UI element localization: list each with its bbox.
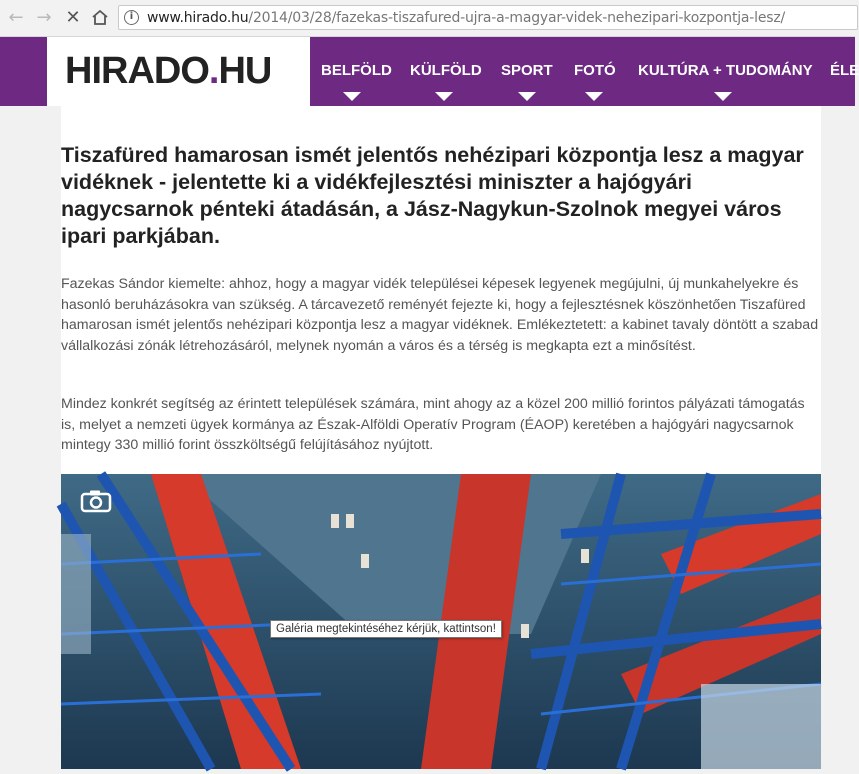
chevron-down-icon [343,92,361,101]
site-info-icon[interactable]: i [124,10,139,25]
site-logo[interactable]: HIRADO.HU [47,37,310,106]
chevron-down-icon [585,92,603,101]
address-bar[interactable] [118,5,858,30]
article [61,106,821,769]
camera-icon [81,490,111,512]
article-headline: Tiszafüred hamarosan ismét jelentős nehézipari központja lesz a magyar vidéknek - jelentette ki a vidékfejlesztési miniszter a hajógyári nagycsarnok pénteki átadásán, a Jász-Nagykun-Szolnok megyei város ipari parkjában. [61,143,804,248]
stop-loading-icon[interactable]: ✕ [65,6,81,28]
gallery-tooltip: Galéria megtekintéséhez kérjük, kattintson! [270,620,502,638]
article-paragraph: Mindez konkrét segítség az érintett települések számára, mint ahogy az a közel 200 millió forintos pályázati támogatás is, melyet a nemzeti ügyek kormánya az Észak-Alföldi Operatív Program (ÉAOP) keretében a hajógyári nagycsarnok mintegy 330 millió forint összköltségű felújításához nyújtott. [61,396,805,453]
chevron-down-icon [518,92,536,101]
browser-toolbar [0,0,855,37]
chevron-down-icon [435,92,453,101]
forward-icon[interactable]: → [36,6,52,28]
gallery-photo[interactable] [61,474,821,769]
article-paragraph: Fazekas Sándor kiemelte: ahhoz, hogy a magyar vidék települései képesek legyenek megújulni, új munkahelyekre és hasonló beruházásokra van szükség. A tárcavezető reményét fejezte ki, hogy a fejlesztésnek köszönhetően Tiszafüred hamarosan ismét jelentős nehézipari központja lesz a magyar vidéknek. Emlékeztetett: a kabinet tavaly döntött a szabad vállalkozási zónák létrehozásáról, melynek nyomán a város és a térség is megkapta ezt a minősítést. [61,276,819,354]
url-text: www.hirado.hu/2014/03/28/fazekas-tiszafured-ujra-a-magyar-videk-nehezipari-kozpontja-lesz/ [147,10,786,26]
chevron-down-icon [714,92,732,101]
back-icon[interactable]: ← [8,6,24,28]
home-icon[interactable] [89,6,111,28]
